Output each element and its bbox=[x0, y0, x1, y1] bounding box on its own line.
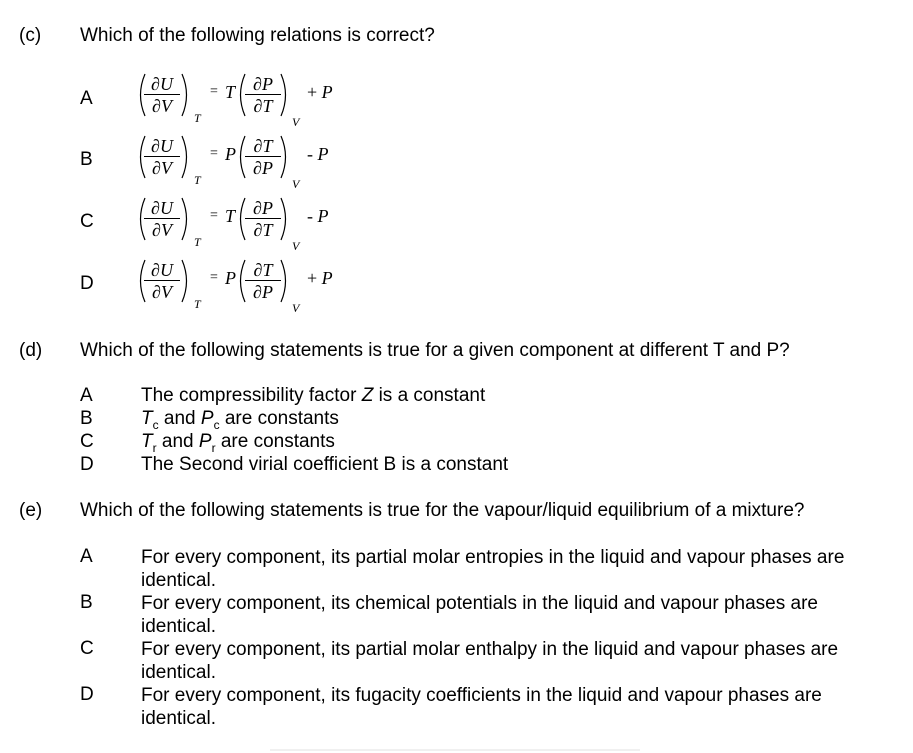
tail-term: + P bbox=[307, 82, 333, 102]
equals-sign: = bbox=[210, 270, 218, 285]
rhs-numerator: ∂P bbox=[253, 198, 273, 218]
rhs-denominator: ∂P bbox=[253, 158, 273, 178]
lhs-subscript: T bbox=[194, 235, 201, 249]
equals-sign: = bbox=[210, 208, 218, 223]
lhs-subscript: T bbox=[194, 297, 201, 311]
equals-sign: = bbox=[210, 146, 218, 161]
rhs-fraction bbox=[245, 261, 281, 301]
option-d-b-letter[interactable]: B bbox=[80, 408, 93, 429]
option-d-d-letter[interactable]: D bbox=[80, 454, 94, 475]
lhs-fraction bbox=[144, 137, 180, 177]
tail-term: - P bbox=[307, 206, 329, 226]
option-e-d-letter[interactable]: D bbox=[80, 684, 94, 705]
option-e-b-text: For every component, its chemical potentials in the liquid and vapour phases are identical. bbox=[141, 593, 818, 637]
right-paren-icon bbox=[279, 197, 291, 241]
question-e-text: Which of the following statements is true for the vapour/liquid equilibrium of a mixture? bbox=[80, 500, 805, 521]
right-paren-icon bbox=[180, 197, 192, 241]
question-c-label: (c) bbox=[19, 25, 42, 46]
option-c-c-equation bbox=[135, 197, 355, 253]
lhs-numerator: ∂U bbox=[151, 136, 173, 156]
coefficient: T bbox=[225, 206, 236, 226]
option-d-d-text: The Second virial coefficient B is a constant bbox=[141, 454, 509, 475]
lhs-subscript: T bbox=[194, 111, 201, 125]
rhs-subscript: V bbox=[292, 239, 300, 253]
coefficient: T bbox=[225, 82, 236, 102]
right-paren-icon bbox=[180, 135, 192, 179]
lhs-denominator: ∂V bbox=[152, 158, 172, 178]
lhs-numerator: ∂U bbox=[151, 74, 173, 94]
right-paren-icon bbox=[180, 259, 192, 303]
rhs-numerator: ∂T bbox=[253, 260, 273, 280]
question-e-label: (e) bbox=[19, 500, 43, 521]
lhs-numerator: ∂U bbox=[151, 260, 173, 280]
option-c-d-equation bbox=[135, 259, 355, 315]
right-paren-icon bbox=[279, 135, 291, 179]
option-c-a-letter[interactable]: A bbox=[80, 88, 93, 109]
question-d-text: Which of the following statements is true for a given component at different T and P? bbox=[80, 340, 790, 361]
coefficient: P bbox=[225, 144, 236, 164]
rhs-denominator: ∂T bbox=[253, 96, 273, 116]
equals-sign: = bbox=[210, 84, 218, 99]
rhs-fraction bbox=[245, 75, 281, 115]
tail-term: - P bbox=[307, 144, 329, 164]
option-d-b-text: $T_c$ and $P_c$ are constants bbox=[141, 408, 339, 432]
option-e-a-letter[interactable]: A bbox=[80, 546, 93, 567]
rhs-subscript: V bbox=[292, 301, 300, 315]
lhs-denominator: ∂V bbox=[152, 220, 172, 240]
option-e-b-letter[interactable]: B bbox=[80, 592, 93, 613]
option-e-d-text: For every component, its fugacity coefficients in the liquid and vapour phases are identical. bbox=[141, 685, 822, 729]
rhs-numerator: ∂P bbox=[253, 74, 273, 94]
rhs-subscript: V bbox=[292, 115, 300, 129]
tail-term: + P bbox=[307, 268, 333, 288]
option-d-c-letter[interactable]: C bbox=[80, 431, 94, 452]
question-c-text: Which of the following relations is correct? bbox=[80, 25, 435, 46]
lhs-numerator: ∂U bbox=[151, 198, 173, 218]
option-d-a-letter[interactable]: A bbox=[80, 385, 93, 406]
option-d-a-text: The compressibility factor Z is a constant bbox=[141, 385, 486, 406]
right-paren-icon bbox=[180, 73, 192, 117]
lhs-subscript: T bbox=[194, 173, 201, 187]
rhs-numerator: ∂T bbox=[253, 136, 273, 156]
rhs-fraction bbox=[245, 137, 281, 177]
right-paren-icon bbox=[279, 259, 291, 303]
option-c-b-equation bbox=[135, 135, 355, 191]
bottom-divider bbox=[270, 749, 640, 751]
lhs-denominator: ∂V bbox=[152, 96, 172, 116]
rhs-subscript: V bbox=[292, 177, 300, 191]
right-paren-icon bbox=[279, 73, 291, 117]
option-c-c-letter[interactable]: C bbox=[80, 211, 94, 232]
option-c-d-letter[interactable]: D bbox=[80, 273, 94, 294]
coefficient: P bbox=[225, 268, 236, 288]
question-d-label: (d) bbox=[19, 340, 43, 361]
rhs-denominator: ∂T bbox=[253, 220, 273, 240]
option-c-a-equation bbox=[135, 73, 355, 129]
option-d-c-text: $T_r$ and $P_r$ are constants bbox=[141, 431, 335, 455]
option-c-b-letter[interactable]: B bbox=[80, 149, 93, 170]
rhs-fraction bbox=[245, 199, 281, 239]
option-e-a-text: For every component, its partial molar entropies in the liquid and vapour phases are identical. bbox=[141, 547, 845, 591]
option-e-c-letter[interactable]: C bbox=[80, 638, 94, 659]
option-e-c-text: For every component, its partial molar enthalpy in the liquid and vapour phases are identical. bbox=[141, 639, 839, 683]
lhs-fraction bbox=[144, 75, 180, 115]
rhs-denominator: ∂P bbox=[253, 282, 273, 302]
lhs-denominator: ∂V bbox=[152, 282, 172, 302]
lhs-fraction bbox=[144, 199, 180, 239]
lhs-fraction bbox=[144, 261, 180, 301]
